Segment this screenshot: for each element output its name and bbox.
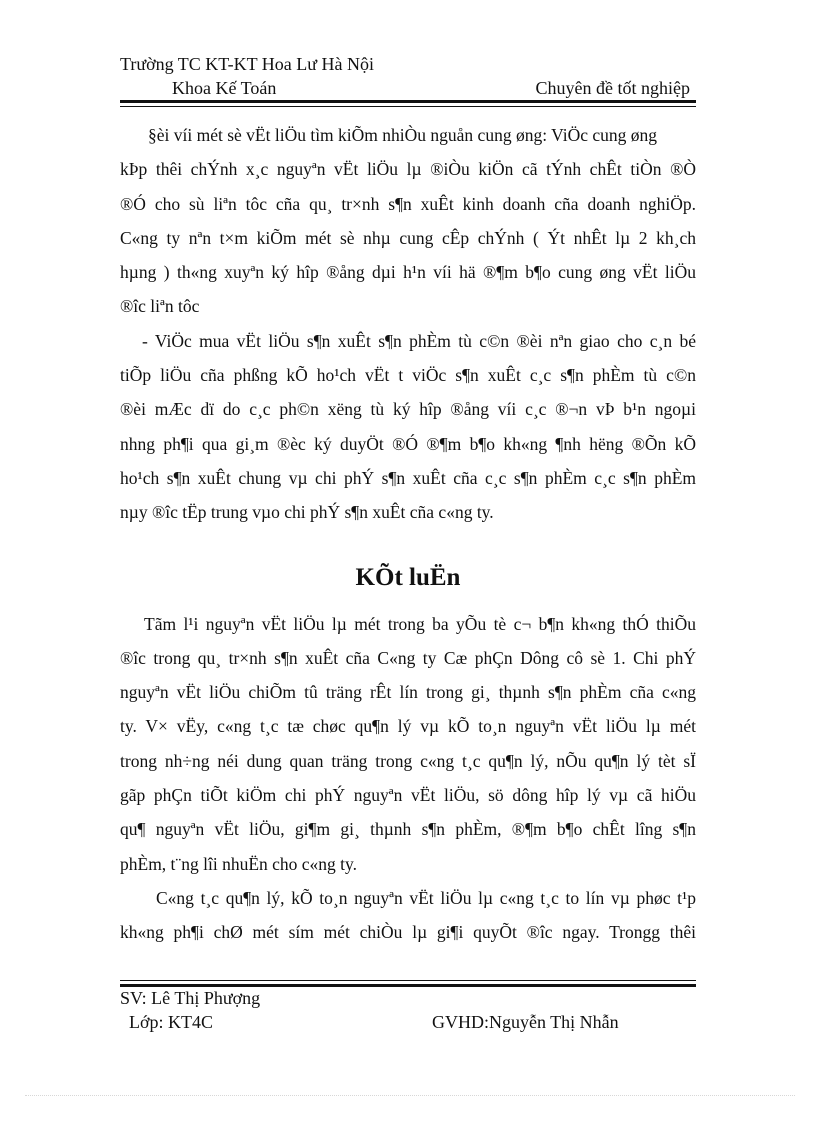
text-line: ®îc trong qu¸ tr×nh s¶n xuÊt cña C«ng ty Cæ phÇn Dông cô sè 1. Chi phÝ: [120, 647, 696, 668]
header-rule-thin: [120, 106, 696, 107]
text-line: ®èi mÆc dï do c¸c ph©n xëng tù ký hîp ®ång víi c¸c ®¬n vÞ b¹n ngoµi: [120, 399, 696, 420]
text-line: hµng ) th«ng xuyªn ký hîp ®ång dµi h¹n víi hä ®¶m b¶o cung øng vËt liÖu: [120, 262, 696, 283]
advisor-name: GVHD:Nguyễn Thị Nhẫn: [432, 1012, 619, 1032]
document-body: [120, 118, 696, 950]
document-type: Chuyên đề tốt nghiệp: [535, 78, 690, 98]
paragraph-supply: [120, 118, 696, 152]
page-header: [120, 52, 696, 100]
page-footer: [120, 986, 696, 1034]
text-line: phÈm, t¨ng lîi nhuËn cho c«ng ty.: [120, 853, 358, 874]
text-line: qu¶ nguyªn vËt liÖu, gi¶m gi¸ thµnh s¶n phÈm, ®¶m b¶o chÊt lîng s¶n: [120, 819, 696, 840]
text-line: kÞp thêi chÝnh x¸c nguyªn vËt liÖu lµ ®iÒu kiÖn cã tÝnh chÊt tiÒn ®Ò: [120, 159, 696, 180]
text-line: C«ng ty nªn t×m kiÕm mét sè nhµ cung cÊp chÝnh ( Ýt nhÊt lµ 2 kh¸ch: [120, 227, 696, 248]
text-line: ®îc liªn tôc: [120, 296, 200, 317]
conclusion-title: KÕt luËn: [355, 563, 461, 591]
text-line: tiÕp liÖu cña phßng kÕ ho¹ch vËt t viÖc s¶n xuÊt c¸c s¶n phÈm tù c©n: [120, 365, 696, 386]
text-line: Tãm l¹i nguyªn vËt liÖu lµ mét trong ba yÕu tè c¬ b¶n kh«ng thÓ thiÕu: [144, 613, 696, 634]
text-line: §èi víi mét sè vËt liÖu tìm kiÕm nhiÒu nguån cung øng: ViÖc cung øng: [148, 125, 657, 145]
text-line: nhng ph¶i qua gi¸m ®èc ký duyÖt ®Ó ®¶m b¶o kh«ng ¶nh hëng ®Õn kÕ: [120, 433, 696, 454]
text-line: nµy ®îc tËp trung vµo chi phÝ s¶n xuÊt cña c«ng ty.: [120, 502, 494, 523]
faculty-name: Khoa Kế Toán: [172, 78, 277, 98]
student-name: SV: Lê Thị Phượng: [120, 988, 261, 1008]
text-line: C«ng t¸c qu¶n lý, kÕ to¸n nguyªn vËt liÖu lµ c«ng t¸c to lín vµ phøc t¹p: [156, 887, 696, 908]
school-name: Trường TC KT-KT Hoa Lư Hà Nội: [120, 54, 375, 74]
text-line: ho¹ch s¶n xuÊt chung vµ chi phÝ s¶n xuÊt cña c¸c s¶n phÈm c¸c s¶n phÈm: [120, 467, 696, 488]
text-line: ®Ó cho sù liªn tôc cña qu¸ tr×nh s¶n xuÊt kinh doanh cña doanh nghiÖp.: [120, 193, 696, 214]
text-line: - ViÖc mua vËt liÖu s¶n xuÊt s¶n phÈm tù c©n ®èi nªn giao cho c¸n bé: [142, 330, 696, 351]
header-rule-thick: [120, 100, 696, 103]
text-line: gãp phÇn tiÕt kiÖm chi phÝ nguyªn vËt liÖu, sö dông hîp lý vµ cã hiÖu: [120, 785, 696, 806]
class-name: Lớp: KT4C: [129, 1012, 214, 1032]
page-bottom-dotted-line: [25, 1095, 795, 1096]
text-line: nguyªn vËt liÖu chiÕm tû träng rÊt lín trong gi¸ thµnh s¶n phÈm cña c«ng: [120, 682, 696, 703]
text-line: ty. V× vËy, c«ng t¸c tæ chøc qu¶n lý vµ kÕ to¸n nguyªn vËt liÖu lµ mét: [120, 716, 696, 737]
text-line: kh«ng ph¶i chØ mét sím mét chiÒu lµ gi¶i quyÕt ®îc ngay. Trongg thêi: [120, 922, 696, 943]
text-line: trong nh÷ng néi dung quan träng trong c«ng t¸c qu¶n lý, nÕu qu¶n lý tèt sÏ: [120, 750, 696, 771]
footer-rule-thin: [120, 980, 696, 981]
